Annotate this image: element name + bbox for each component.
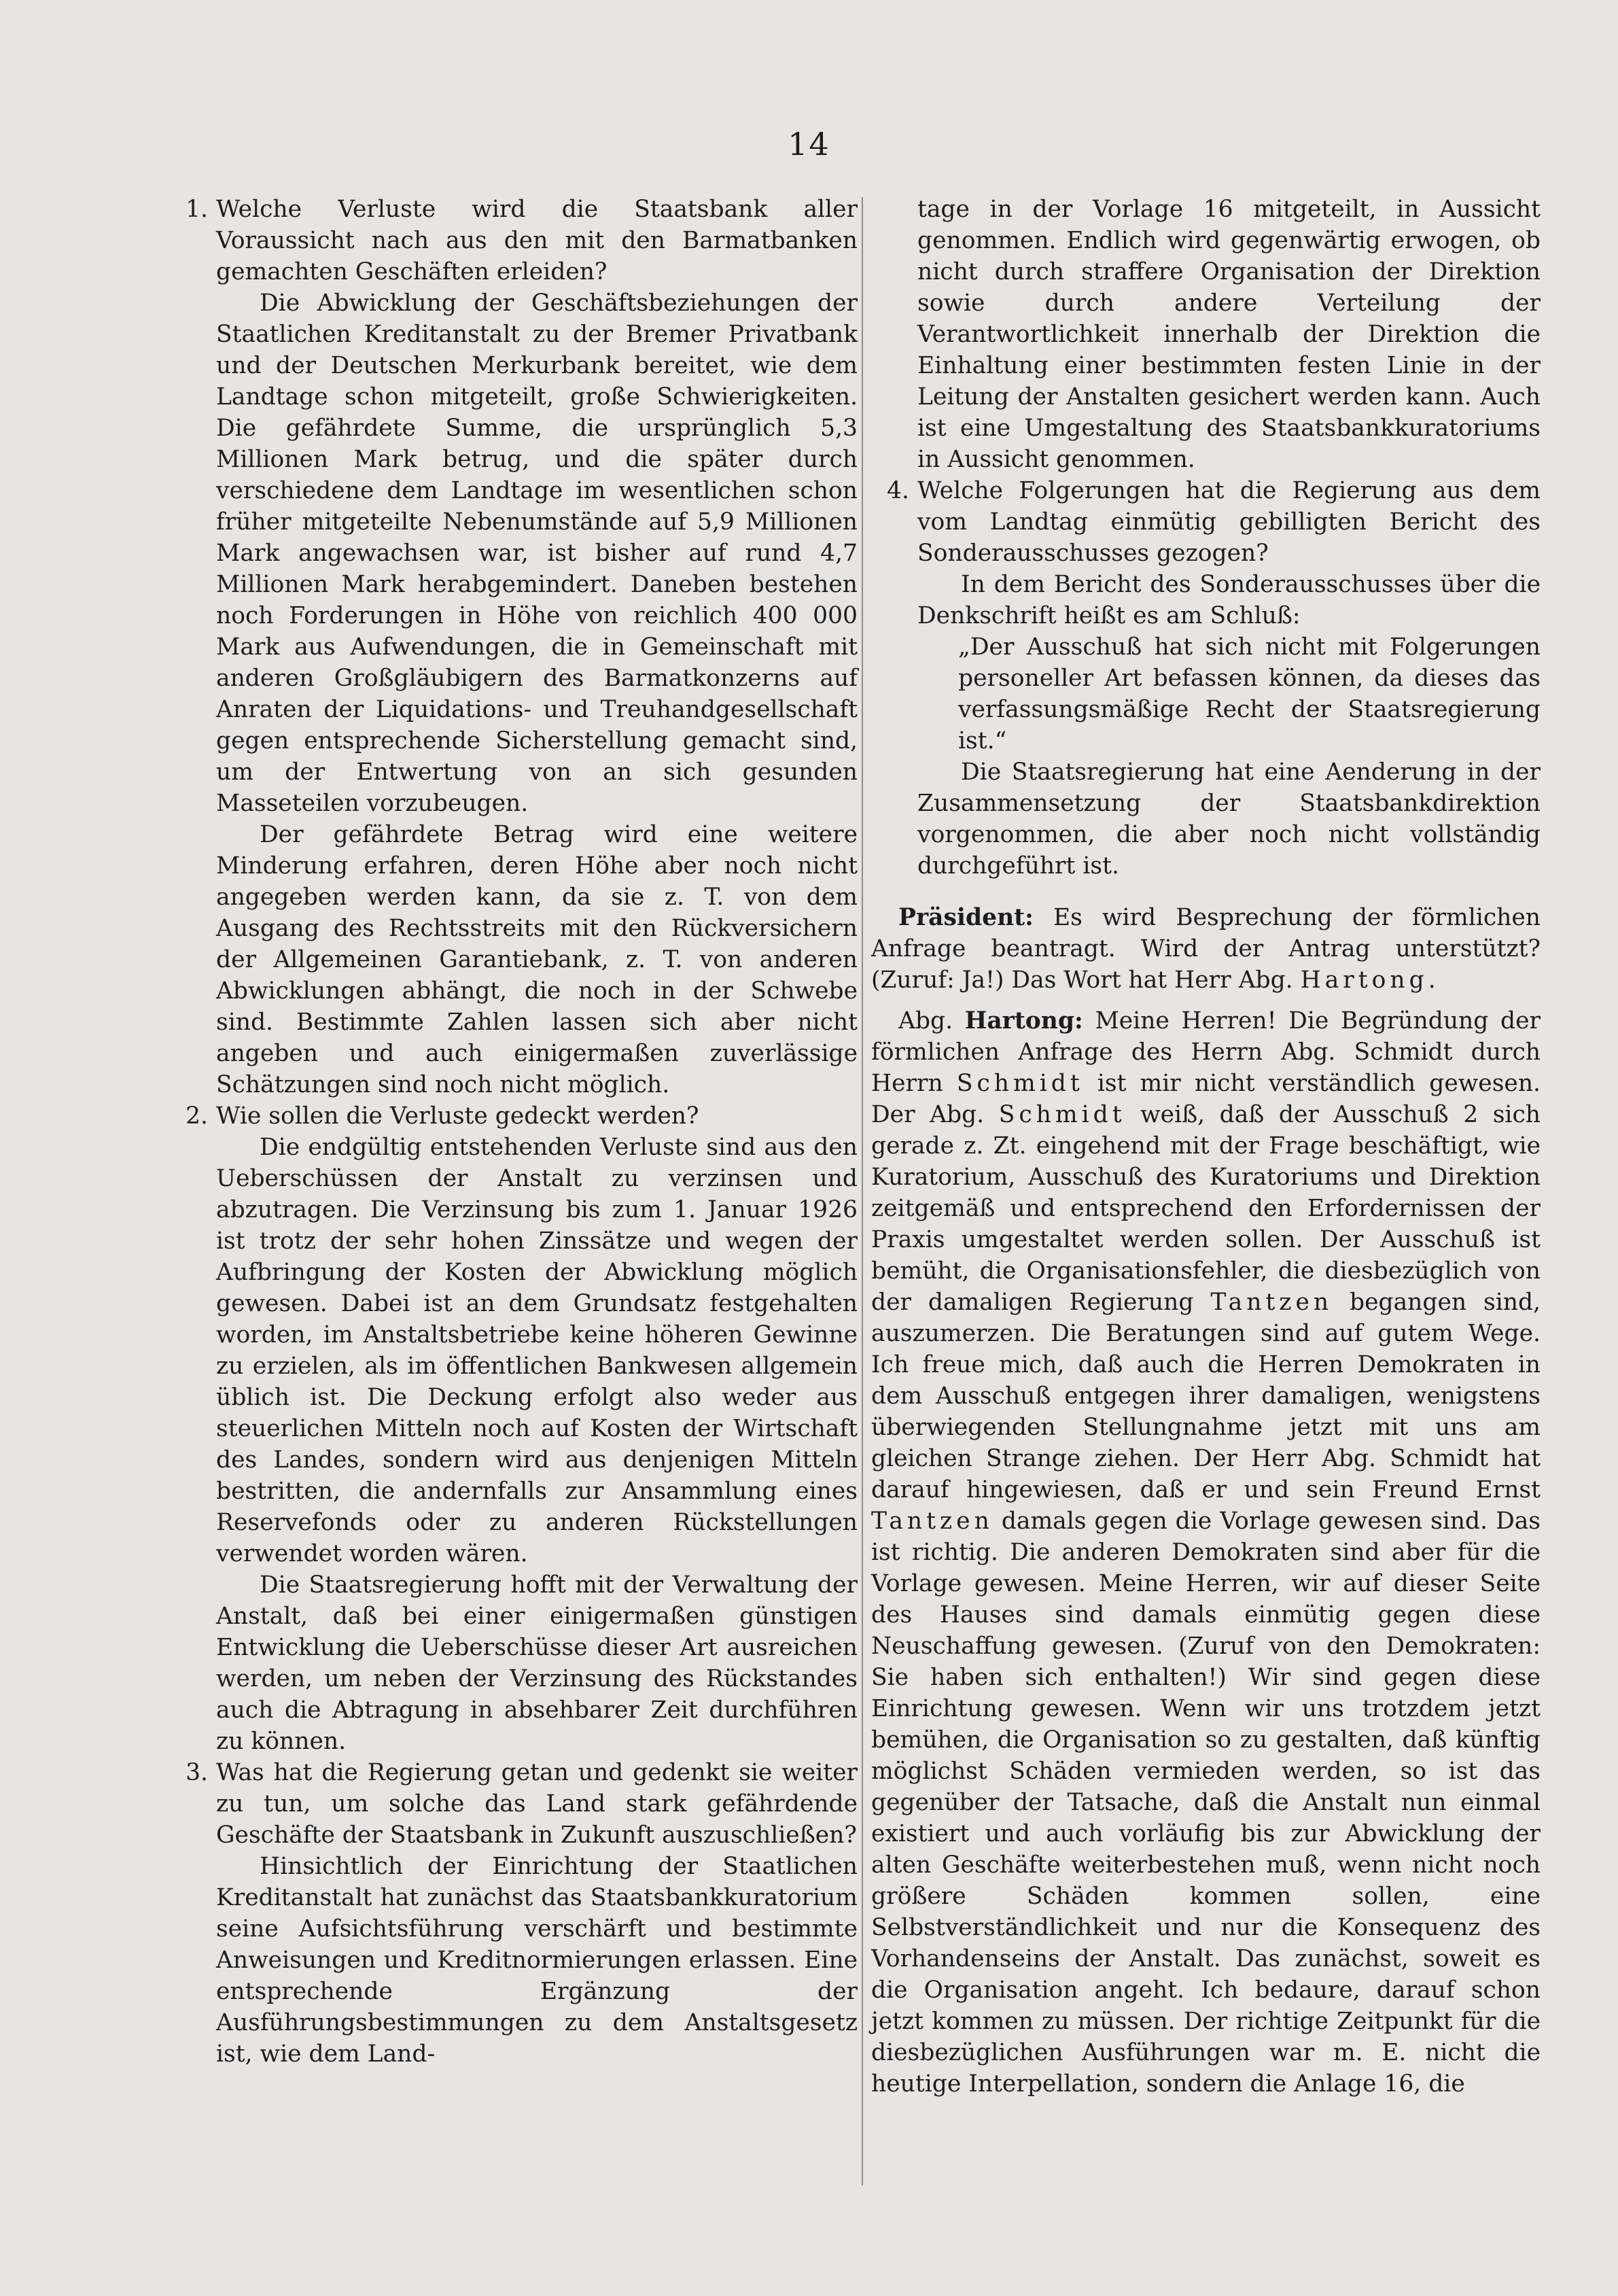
report-quote: „Der Ausschuß hat sich nicht mit Folgerungen personeller Art befassen können, da dieses das verfassungsmäßige Recht der Staatsregierung ist.“ bbox=[958, 633, 1541, 754]
question-number: 3. bbox=[186, 1759, 208, 1786]
president-statement bbox=[871, 902, 1541, 996]
speaker-label: Präsident: bbox=[898, 904, 1034, 931]
question-text: Welche Verluste wird die Staatsbank aller Voraussicht nach aus den mit den Barmatbanken gemachten Geschäften erleiden? bbox=[216, 196, 858, 285]
question-number: 2. bbox=[186, 1102, 208, 1130]
person-name: Tantzen bbox=[1210, 1289, 1333, 1316]
left-column bbox=[170, 194, 858, 2185]
speech-text: weiß, daß der Ausschuß 2 sich gerade z. Zt. eingehend mit der Frage beschäftigt, wie Kuratorium, Ausschuß des Kuratoriums und Direktion zeitgemäß und entsprechend den Erfordernissen der Praxis umgestaltet werden sollen. Der Ausschuß ist bemüht, die Organisationsfehler, die diesbezüglich von der damaligen Regierung bbox=[871, 1101, 1541, 1316]
question-text: Welche Folgerungen hat die Regierung aus dem vom Landtag einmütig gebilligten Bericht des Sonderausschusses gezogen? bbox=[917, 477, 1541, 567]
question-text: Wie sollen die Verluste gedeckt werden? bbox=[216, 1102, 699, 1130]
answer-paragraph: Die Abwicklung der Geschäftsbeziehungen der Staatlichen Kreditanstalt zu der Bremer Privatbank und der Deutschen Merkurbank bereitet, wie dem Landtage schon mitgeteilt, große Schwierigkeiten. Die gefährdete Summe, die ursprünglich 5,3 Millionen Mark betrug, und die später durch verschiedene dem Landtage im wesentlichen schon früher mitgeteilte Nebenumstände auf 5,9 Millionen Mark angewachsen war, ist bisher auf rund 4,7 Millionen Mark herabgemindert. Daneben bestehen noch Forderungen in Höhe von reichlich 400 000 Mark aus Aufwendungen, die in Gemeinschaft mit anderen Großgläubigern des Barmatkonzerns auf Anraten der Liquidations- und Treuhandgesellschaft gegen entsprechende Sicherstellung gemacht sind, um der Entwertung von an sich gesunden Masseteilen vorzubeugen. bbox=[216, 290, 858, 817]
person-name: Schmidt bbox=[956, 1070, 1084, 1097]
speech-text: Es wird Besprechung der förmlichen Anfrage beantragt. Wird der Antrag unterstützt? (Zuruf: Ja!) Das Wort hat Herr Abg. bbox=[871, 904, 1541, 994]
person-name: Schmidt bbox=[998, 1101, 1126, 1128]
answer-paragraph: In dem Bericht des Sonderausschusses über die Denkschrift heißt es am Schluß: bbox=[917, 571, 1541, 629]
page-number: 14 bbox=[788, 126, 830, 162]
hartong-speech bbox=[871, 1005, 1541, 2100]
speech-text: begangen sind, auszumerzen. Die Beratungen sind auf gutem Wege. Ich freue mich, daß auch die Herren Demokraten in dem Ausschuß entgegen ihrer damaligen, wenigstens überwiegenden Stellungnahme jetzt mit uns am gleichen Strange ziehen. Der Herr Abg. Schmidt hat darauf hingewiesen, daß er und sein Freund Ernst bbox=[871, 1289, 1541, 1503]
question-1 bbox=[170, 194, 858, 1100]
question-3-continued bbox=[871, 194, 1541, 475]
answer-paragraph: Der gefährdete Betrag wird eine weitere Minderung erfahren, deren Höhe aber noch nicht angegeben werden kann, da sie z. T. von dem Ausgang des Rechtsstreits mit den Rückversichern der Allgemeinen Garantiebank, z. T. von anderen Abwicklungen abhängt, die noch in der Schwebe sind. Bestimmte Zahlen lassen sich aber nicht angeben und auch einigermaßen zuverlässige Schätzungen sind noch nicht möglich. bbox=[216, 821, 858, 1098]
question-text: Was hat die Regierung getan und gedenkt sie weiter zu tun, um solche das Land stark gefährdende Geschäfte der Staatsbank in Zukunft auszuschließen? bbox=[216, 1759, 858, 1849]
question-2 bbox=[170, 1100, 858, 1757]
answer-paragraph: Hinsichtlich der Einrichtung der Staatlichen Kreditanstalt hat zunächst das Staatsbankkuratorium seine Aufsichtsführung verschärft und bestimmte Anweisungen und Kreditnormierungen erlassen. Eine entsprechende Ergänzung der Ausführungsbestimmungen zu dem Anstaltsgesetz ist, wie dem Land- bbox=[216, 1853, 858, 2068]
speaker-name: Hartong. bbox=[1300, 967, 1440, 994]
right-column bbox=[871, 194, 1541, 2185]
speech-text: ist mir nicht verständlich gewesen. Der Abg. bbox=[871, 1070, 1541, 1128]
person-name: Tantzen bbox=[871, 1508, 993, 1535]
speech-text: damals gegen die Vorlage gewesen sind. Das ist richtig. Die anderen Demokraten sind aber für die Vorlage gewesen. Meine Herren, wir auf dieser Seite des Hauses sind damals einmütig gegen diese Neuschaffung gewesen. (Zuruf von den Demokraten: Sie haben sich enthalten!) Wir sind gegen diese Einrichtung gewesen. Wenn wir uns trotzdem jetzt bemühen, die Organisation so zu gestalten, daß künftig möglichst Schäden vermieden werden, so ist das gegenüber der Tatsache, daß die Anstalt nun einmal existiert und auch vorläufig bis zur Abwicklung der alten Geschäfte weiterbestehen muß, wenn nicht noch größere Schäden kommen sollen, eine Selbstverständlichkeit und nur die Konsequenz des Vorhandenseins der Anstalt. Das zunächst, soweit es die Organisation angeht. Ich bedaure, darauf schon jetzt kommen zu müssen. Der richtige Zeitpunkt für die diesbezüglichen Ausführungen war m. E. nicht die heutige Interpellation, sondern die Anlage 16, die bbox=[871, 1508, 1541, 2098]
answer-paragraph: Die Staatsregierung hofft mit der Verwaltung der Anstalt, daß bei einer einigermaßen günstigen Entwicklung die Ueberschüsse dieser Art ausreichen werden, um neben der Verzinsung des Rückstandes auch die Abtragung in absehbarer Zeit durchführen zu können. bbox=[216, 1571, 858, 1755]
answer-paragraph: Die endgültig entstehenden Verluste sind aus den Ueberschüssen der Anstalt zu verzinsen und abzutragen. Die Verzinsung bis zum 1. Januar 1926 ist trotz der sehr hohen Zinssätze und wegen der Aufbringung der Kosten der Abwicklung möglich gewesen. Dabei ist an dem Grundsatz festgehalten worden, im Anstaltsbetriebe keine höheren Gewinne zu erzielen, als im öffentlichen Bankwesen allgemein üblich ist. Die Deckung erfolgt also weder aus steuerlichen Mitteln noch auf Kosten der Wirtschaft des Landes, sondern wird aus denjenigen Mitteln bestritten, die andernfalls zur Ansammlung eines Reservefonds oder zu anderen Rückstellungen verwendet worden wären. bbox=[216, 1134, 858, 1567]
question-number: 1. bbox=[186, 196, 208, 223]
speaker-prefix: Abg. bbox=[898, 1007, 953, 1034]
speech-text: Meine Herren! Die Begründung der förmlichen Anfrage des Herrn Abg. Schmidt durch Herrn bbox=[871, 1007, 1541, 1097]
column-divider bbox=[862, 197, 863, 2185]
question-3 bbox=[170, 1757, 858, 2070]
answer-paragraph: Die Staatsregierung hat eine Aenderung in der Zusammensetzung der Staatsbankdirektion vorgenommen, die aber noch nicht vollständig durchgeführt ist. bbox=[917, 759, 1541, 880]
question-number: 4. bbox=[887, 477, 909, 504]
answer-paragraph: tage in der Vorlage 16 mitgeteilt, in Aussicht genommen. Endlich wird gegenwärtig erwogen, ob nicht durch straffere Organisation der Direktion sowie durch andere Verteilung der Verantwortlichkeit innerhalb der Direktion die Einhaltung einer bestimmten festen Linie in der Leitung der Anstalten gesichert werden kann. Auch ist eine Umgestaltung des Staatsbankkuratoriums in Aussicht genommen. bbox=[917, 196, 1541, 473]
question-4 bbox=[871, 475, 1541, 882]
speaker-label: Hartong: bbox=[964, 1007, 1083, 1034]
